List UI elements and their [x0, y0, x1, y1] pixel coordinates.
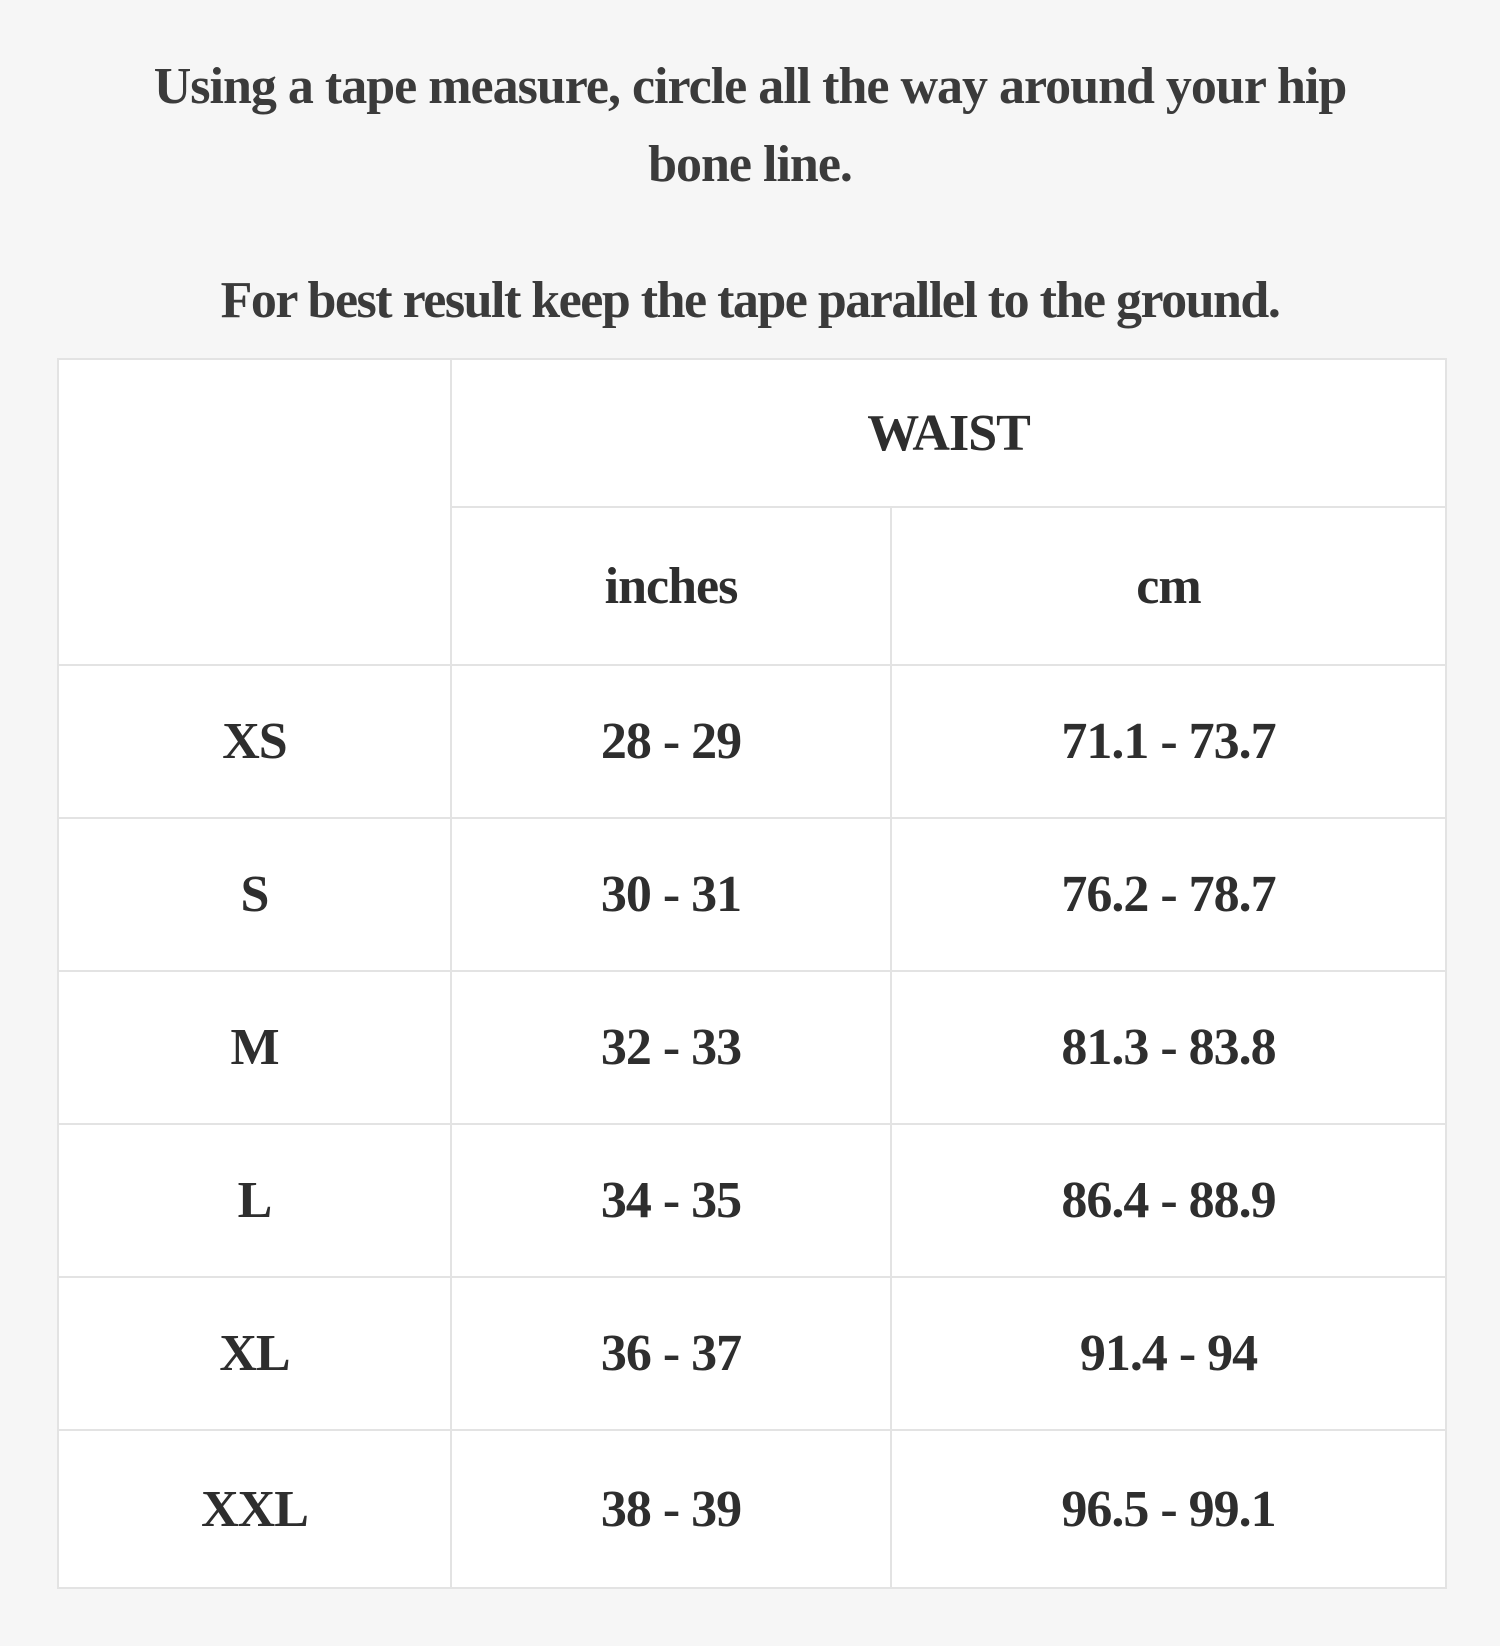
page-title-line-2: bone line. — [648, 136, 852, 193]
cm-value: 81.3 - 83.8 — [891, 971, 1446, 1124]
inches-value: 34 - 35 — [451, 1124, 891, 1277]
cm-value: 91.4 - 94 — [891, 1277, 1446, 1430]
size-label: XL — [58, 1277, 451, 1430]
page-title — [20, 48, 1480, 204]
group-header-row — [58, 359, 1446, 507]
size-row — [58, 1124, 1446, 1277]
size-label: XS — [58, 665, 451, 818]
size-label: S — [58, 818, 451, 971]
inches-value: 30 - 31 — [451, 818, 891, 971]
size-label: M — [58, 971, 451, 1124]
size-row — [58, 818, 1446, 971]
size-row — [58, 665, 1446, 818]
size-guide-page — [0, 48, 1500, 1646]
size-label: L — [58, 1124, 451, 1277]
inches-value: 36 - 37 — [451, 1277, 891, 1430]
cm-column-header: cm — [891, 507, 1446, 665]
size-label: XXL — [58, 1430, 451, 1588]
inches-value: 38 - 39 — [451, 1430, 891, 1588]
waist-group-header: WAIST — [451, 359, 1446, 507]
empty-corner-cell — [58, 359, 451, 665]
cm-value: 96.5 - 99.1 — [891, 1430, 1446, 1588]
size-chart-body — [58, 359, 1446, 1588]
size-row — [58, 1430, 1446, 1588]
cm-value: 86.4 - 88.9 — [891, 1124, 1446, 1277]
size-row — [58, 971, 1446, 1124]
cm-value: 71.1 - 73.7 — [891, 665, 1446, 818]
cm-value: 76.2 - 78.7 — [891, 818, 1446, 971]
page-title-line-1: Using a tape measure, circle all the way around your hip — [153, 58, 1347, 115]
size-chart-table — [57, 358, 1447, 1589]
inches-value: 28 - 29 — [451, 665, 891, 818]
inches-column-header: inches — [451, 507, 891, 665]
size-row — [58, 1277, 1446, 1430]
page-subtitle: For best result keep the tape parallel to the ground. — [220, 272, 1280, 329]
inches-value: 32 - 33 — [451, 971, 891, 1124]
